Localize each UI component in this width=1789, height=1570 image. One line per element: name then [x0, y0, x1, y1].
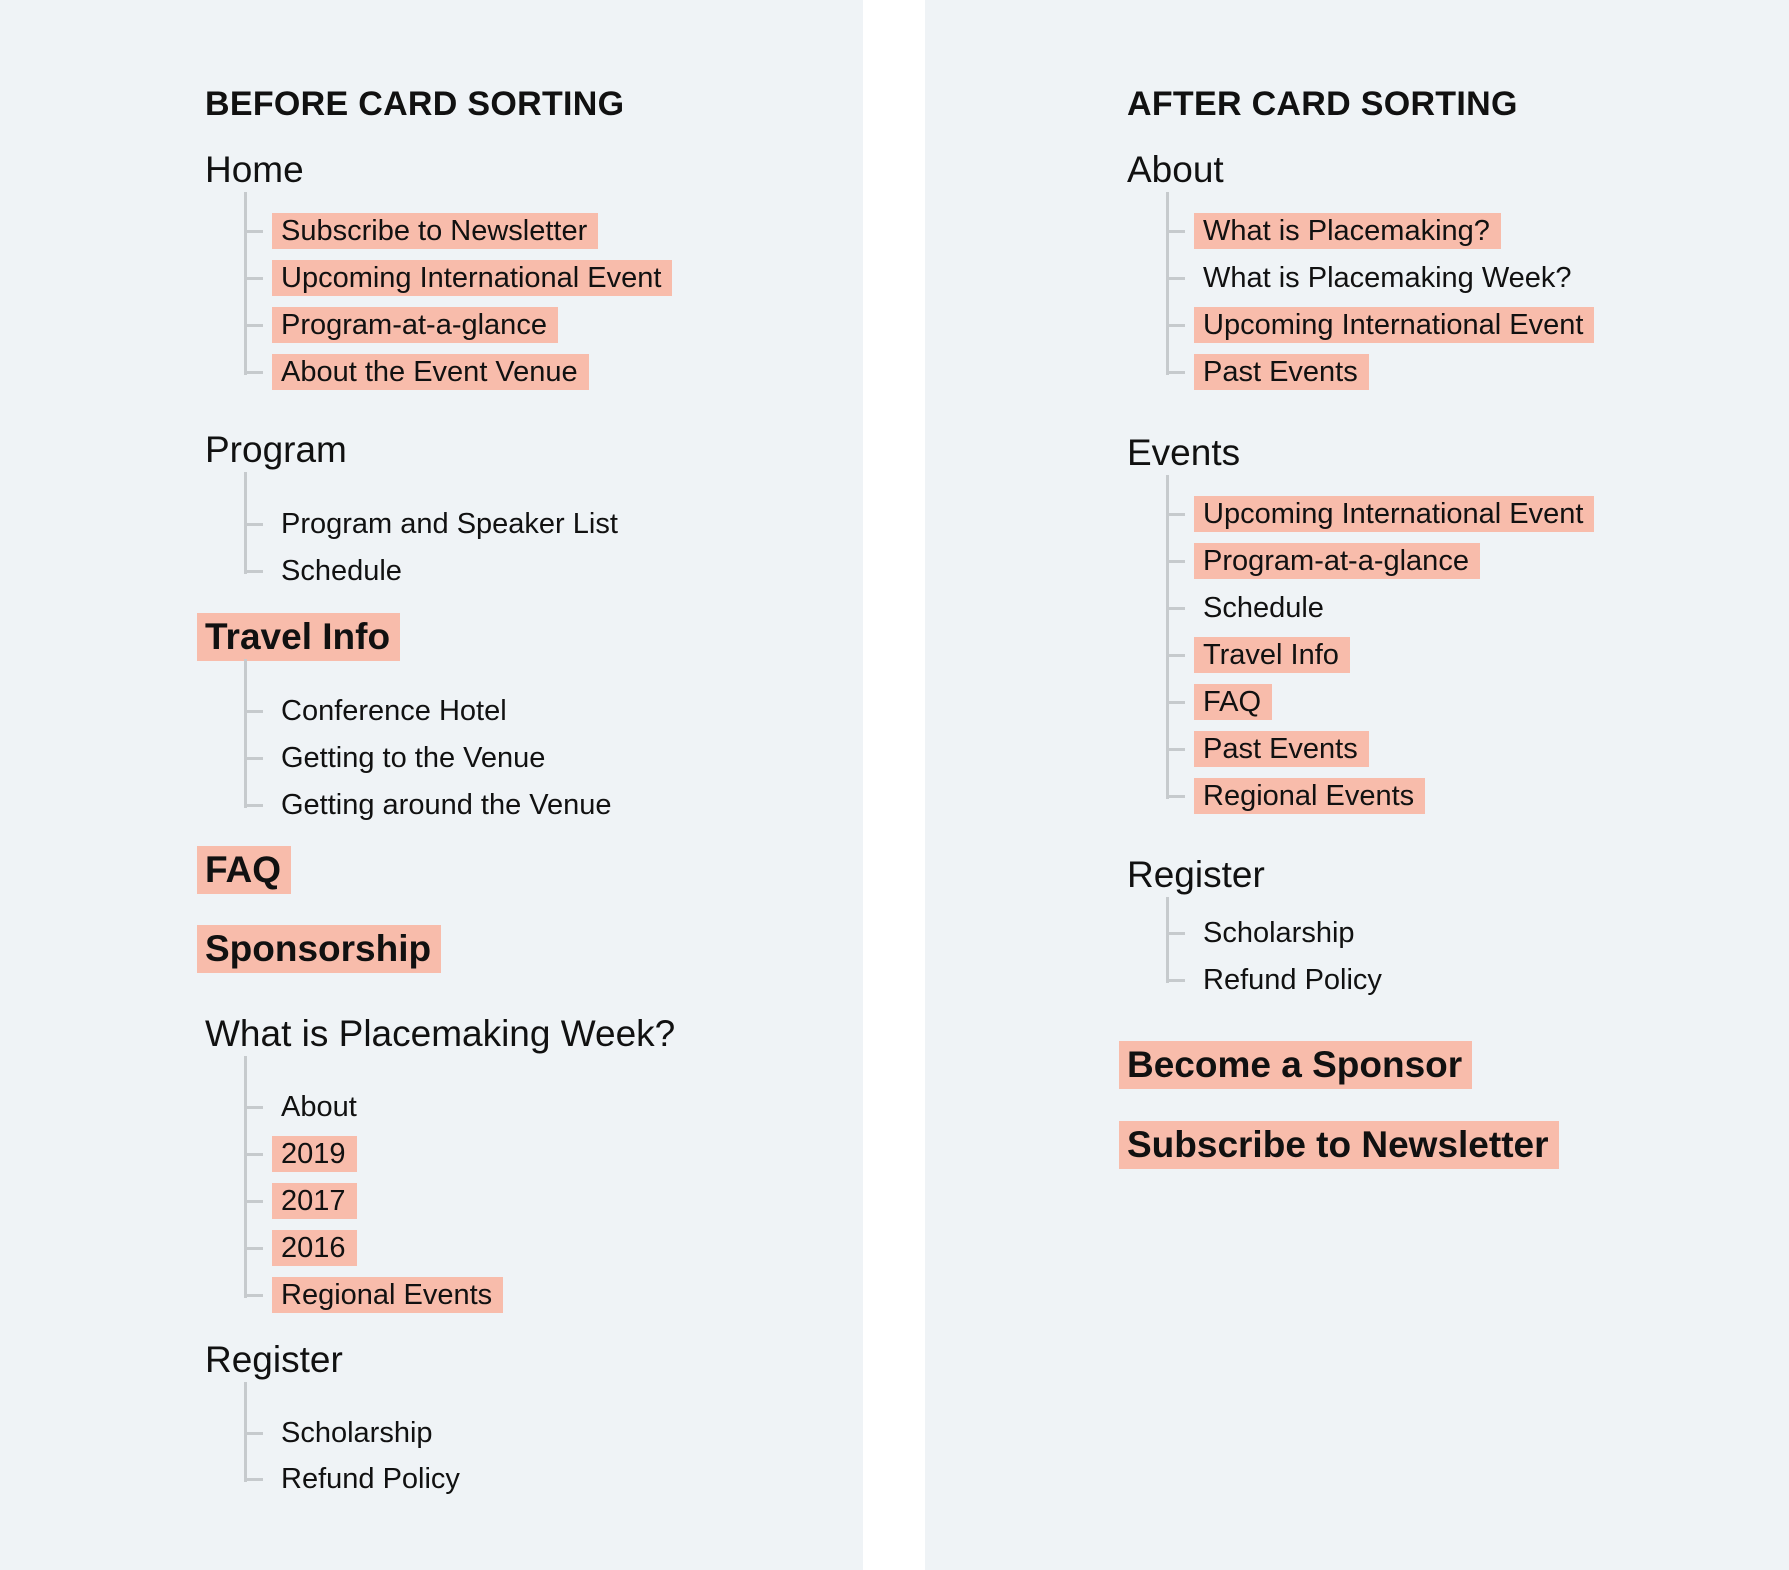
before-tree-branch [244, 1106, 263, 1109]
before-heading: BEFORE CARD SORTING [205, 85, 625, 123]
after-tree-branch [1166, 324, 1185, 327]
before-tree-branch [244, 710, 263, 713]
after-tree-item: Past Events [1194, 354, 1369, 390]
before-tree-item: Upcoming International Event [272, 260, 672, 296]
before-tree-branch [244, 570, 263, 573]
before-tree-branch [244, 230, 263, 233]
after-tree-branch [1166, 607, 1185, 610]
before-section-title: Home [205, 149, 304, 190]
after-tree-item: Past Events [1194, 731, 1369, 767]
after-tree-connector [1166, 897, 1169, 983]
before-tree-connector [244, 659, 247, 808]
before-tree-branch [244, 371, 263, 374]
after-tree-branch [1166, 979, 1185, 982]
before-section-title: Travel Info [197, 613, 400, 661]
before-tree-branch [244, 523, 263, 526]
after-tree-branch [1166, 560, 1185, 563]
after-tree-branch [1166, 371, 1185, 374]
after-tree-branch [1166, 230, 1185, 233]
after-section-title: Become a Sponsor [1119, 1041, 1472, 1089]
after-section-title: Subscribe to Newsletter [1119, 1121, 1559, 1169]
before-section-title: What is Placemaking Week? [205, 1013, 676, 1054]
after-heading: AFTER CARD SORTING [1127, 85, 1518, 123]
after-tree-item: Upcoming International Event [1194, 307, 1594, 343]
after-tree-item: What is Placemaking? [1194, 213, 1501, 249]
before-section-title: Program [205, 429, 347, 470]
before-tree-item: Refund Policy [281, 1463, 460, 1495]
after-tree-item: FAQ [1194, 684, 1272, 720]
after-tree-branch [1166, 513, 1185, 516]
before-tree-branch [244, 1153, 263, 1156]
before-tree-item: Scholarship [281, 1417, 433, 1449]
before-tree-item: Program and Speaker List [281, 508, 618, 540]
before-tree-item: Conference Hotel [281, 695, 507, 727]
after-tree-branch [1166, 795, 1185, 798]
before-tree-item: 2017 [272, 1183, 357, 1219]
after-section-title: Register [1127, 854, 1265, 895]
before-tree-item: 2019 [272, 1136, 357, 1172]
after-section-title: Events [1127, 432, 1241, 473]
before-tree-item: Subscribe to Newsletter [272, 213, 598, 249]
before-tree-item: Getting around the Venue [281, 789, 612, 821]
after-tree-branch [1166, 748, 1185, 751]
after-tree-item: Refund Policy [1203, 964, 1382, 996]
before-tree-branch [244, 757, 263, 760]
before-tree-branch [244, 804, 263, 807]
after-tree-item: What is Placemaking Week? [1203, 262, 1572, 294]
after-tree-item: Upcoming International Event [1194, 496, 1594, 532]
after-tree-item: Regional Events [1194, 778, 1425, 814]
before-tree-item: About the Event Venue [272, 354, 589, 390]
after-tree-item: Scholarship [1203, 917, 1355, 949]
before-tree-item: 2016 [272, 1230, 357, 1266]
before-tree-branch [244, 1432, 263, 1435]
before-tree-branch [244, 1247, 263, 1250]
after-tree-branch [1166, 654, 1185, 657]
after-tree-item: Schedule [1203, 592, 1324, 624]
after-tree-item: Program-at-a-glance [1194, 543, 1480, 579]
after-section-title: About [1127, 149, 1224, 190]
before-tree-branch [244, 277, 263, 280]
after-tree-branch [1166, 932, 1185, 935]
before-section-title: Sponsorship [197, 925, 441, 973]
before-tree-branch [244, 1200, 263, 1203]
before-tree-branch [244, 1294, 263, 1297]
after-tree-connector [1166, 192, 1169, 375]
after-tree-branch [1166, 701, 1185, 704]
before-tree-connector [244, 192, 247, 375]
after-tree-item: Travel Info [1194, 637, 1350, 673]
before-tree-item: Program-at-a-glance [272, 307, 558, 343]
before-tree-item: Getting to the Venue [281, 742, 546, 774]
before-tree-item: Regional Events [272, 1277, 503, 1313]
before-tree-item: Schedule [281, 555, 402, 587]
before-tree-connector [244, 1056, 247, 1298]
after-tree-branch [1166, 277, 1185, 280]
before-tree-branch [244, 1478, 263, 1481]
before-section-title: Register [205, 1339, 343, 1380]
before-tree-item: About [281, 1091, 357, 1123]
before-tree-branch [244, 324, 263, 327]
before-section-title: FAQ [197, 846, 291, 894]
